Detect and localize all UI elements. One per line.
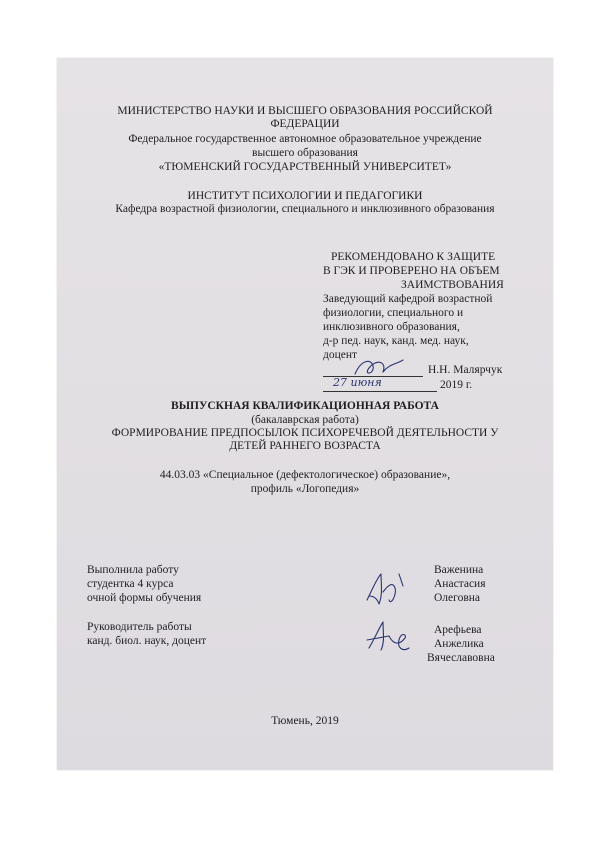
supervisor-label-1: Руководитель работы	[87, 621, 192, 633]
head-role-line-1: Заведующий кафедрой возрастной	[323, 293, 493, 305]
handwritten-date: 27 июня	[333, 376, 382, 389]
student-label-3: очной формы обучения	[87, 592, 202, 604]
date-line	[323, 391, 437, 392]
student-patronymic: Олеговна	[434, 592, 481, 604]
institution-line-2: высшего образования	[252, 147, 358, 159]
university-name: «ТЮМЕНСКИЙ ГОСУДАРСТВЕННЫЙ УНИВЕРСИТЕТ»	[158, 161, 452, 173]
approval-year: 2019 г.	[440, 379, 473, 391]
city-year: Тюмень, 2019	[271, 715, 339, 727]
head-name: Н.Н. Малярчук	[428, 364, 503, 376]
head-role-line-2: физиологии, специального и	[323, 307, 464, 319]
approval-line-1: РЕКОМЕНДОВАНО К ЗАЩИТЕ	[331, 251, 496, 263]
work-title-line-2: ДЕТЕЙ РАННЕГО ВОЗРАСТА	[229, 440, 381, 452]
approval-line-2: В ГЭК И ПРОВЕРЕНО НА ОБЪЕМ	[323, 265, 500, 277]
work-subtype: (бакалаврская работа)	[251, 414, 359, 426]
institution-line-1: Федеральное государственное автономное образовательное учреждение	[128, 133, 482, 145]
institute-name: ИНСТИТУТ ПСИХОЛОГИИ И ПЕДАГОГИКИ	[187, 190, 423, 202]
student-surname: Важенина	[434, 564, 484, 576]
work-title-line-1: ФОРМИРОВАНИЕ ПРЕДПОСЫЛОК ПСИХОРЕЧЕВОЙ ДЕЯТЕЛЬНОСТИ У	[111, 427, 499, 439]
supervisor-patronymic: Вячеславовна	[427, 652, 495, 664]
department-name: Кафедра возрастной физиологии, специального и инклюзивного образования	[115, 203, 495, 215]
student-label-2: студентка 4 курса	[87, 578, 174, 590]
supervisor-first-name: Анжелика	[434, 638, 484, 650]
ministry-line-1: МИНИСТЕРСТВО НАУКИ И ВЫСШЕГО ОБРАЗОВАНИЯ РОССИЙСКОЙ	[117, 105, 493, 117]
approval-line-3: ЗАИМСТВОВАНИЯ	[401, 279, 504, 291]
head-role-line-5: доцент	[323, 349, 358, 361]
specialty-code: 44.03.03 «Специальное (дефектологическое) образование»,	[159, 469, 451, 481]
student-label-1: Выполнила работу	[87, 564, 179, 576]
work-type: ВЫПУСКНАЯ КВАЛИФИКАЦИОННАЯ РАБОТА	[171, 400, 439, 412]
head-role-line-4: д-р пед. наук, канд. мед. наук,	[323, 335, 469, 347]
supervisor-signature-icon	[359, 618, 415, 656]
ministry-line-2: ФЕДЕРАЦИИ	[270, 118, 340, 130]
document-page	[57, 58, 553, 770]
profile: профиль «Логопедия»	[250, 483, 360, 495]
supervisor-surname: Арефьева	[434, 624, 482, 636]
student-signature-icon	[359, 570, 411, 610]
student-first-name: Анастасия	[434, 578, 486, 590]
head-role-line-3: инклюзивного образования,	[323, 321, 460, 333]
supervisor-label-2: канд. биол. наук, доцент	[87, 635, 207, 647]
